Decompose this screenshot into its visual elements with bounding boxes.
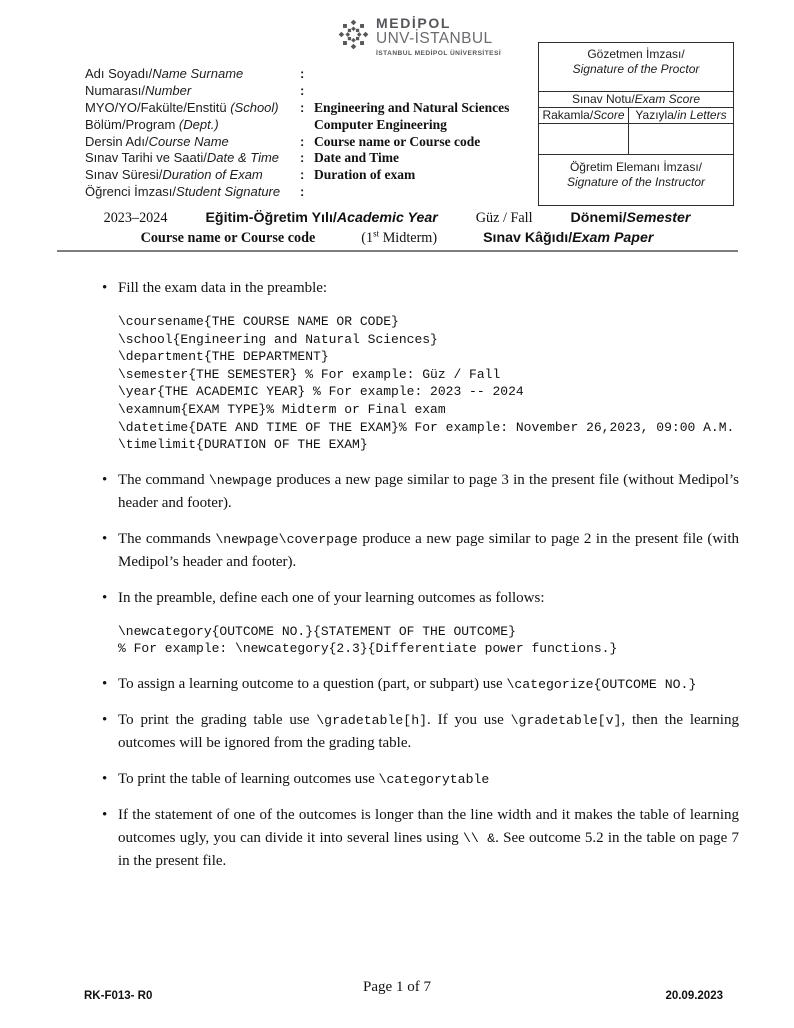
exam-score-label-tr: Sınav Notu/ [571, 92, 635, 106]
form-label-tr: Dersin Adı/ [85, 133, 149, 149]
form-row-colon: : [300, 184, 305, 200]
title-segment: Exam Paper [572, 230, 654, 246]
text-segment: If the statement of one of the outcomes is longer than the line width and it makes the table of learning outcomes ugly, you can divide it into several lines using [118, 806, 739, 846]
text-segment: In the preamble, define each one of your learning outcomes as follows: [118, 589, 545, 606]
form-row [85, 167, 535, 184]
form-row [85, 83, 535, 100]
score-numeric-label-en: Score [593, 108, 625, 122]
text-segment: . If you use [427, 711, 511, 728]
title-chunk [571, 208, 691, 228]
title-chunk [361, 228, 437, 248]
form-row-label [85, 100, 300, 117]
title-superscript: st [373, 228, 380, 239]
exam-score-label-en: Exam Score [634, 92, 701, 106]
text-segment: To print the table of learning outcomes use [118, 770, 379, 787]
title-segment: Academic Year [336, 210, 438, 226]
form-label-tr: MYO/YO/Fakülte/Enstitü [85, 99, 231, 115]
title-segment: (1 [361, 230, 374, 246]
form-row-label [85, 83, 300, 100]
score-columns-header [539, 108, 733, 124]
form-row-colon: : [300, 150, 305, 166]
medipol-logo [338, 16, 501, 58]
medipol-star-icon [338, 19, 369, 50]
instructions-content [118, 277, 739, 886]
title-segment: 2023–2024 [103, 210, 168, 226]
form-label-en: (School) [230, 99, 279, 115]
logo-title: MEDİPOL [376, 15, 451, 31]
text-segment: , then the learning outcomes will be ignored from the grading table. [118, 711, 739, 751]
score-numeric-header [539, 108, 629, 123]
score-numeric-cell [539, 124, 629, 154]
text-segment: To print the grading table use [118, 711, 317, 728]
form-label-tr: Adı Soyadı/ [85, 66, 153, 81]
form-label-en: Student Signature [176, 184, 281, 200]
proctor-signature-cell [539, 43, 733, 92]
score-numeric-label-tr: Rakamla/ [542, 108, 594, 122]
bullet-item [118, 768, 739, 791]
page-number: Page 1 of 7 [363, 979, 431, 995]
form-label-en: Name Surname [152, 66, 244, 81]
form-row-value: Course name or Course code [314, 133, 481, 149]
text-segment: produce a new page similar to page 2 in the present file (with Medipol’s header and footer). [118, 530, 739, 570]
bullet-item [118, 709, 739, 755]
bullet-item [118, 587, 739, 610]
text-segment: Fill the exam data in the preamble: [118, 280, 328, 296]
bullet-item [118, 804, 739, 873]
form-row-colon: : [300, 167, 305, 183]
form-row-label [85, 134, 300, 151]
score-signature-box [538, 42, 734, 206]
text-segment: . See outcome 5.2 in the table on page 7 in the present file. [118, 829, 739, 869]
form-row-label [85, 150, 300, 167]
form-row [85, 184, 535, 201]
text-segment: produces a new page similar to page 3 in the present file (without Medipol’s header and footer). [118, 471, 739, 511]
medipol-logo-text [376, 16, 501, 58]
form-code: RK-F013- R0 [84, 990, 153, 1002]
title-segment: Midterm) [379, 230, 438, 246]
student-info-form [85, 66, 535, 201]
text-segment: \categorize{OUTCOME NO.} [506, 676, 697, 692]
form-row-colon: : [300, 99, 305, 115]
title-segment: Semester [626, 210, 691, 226]
form-row-label [85, 167, 300, 184]
title-chunk [104, 208, 168, 228]
title-segment: Dönemi/ [570, 210, 627, 226]
form-label-tr: Bölüm/Program [85, 116, 179, 132]
title-segment: Sınav Kâğıdı/ [483, 230, 573, 246]
text-segment: \gradetable[h] [316, 712, 428, 728]
form-row-value: Date and Time [314, 150, 400, 166]
form-row [85, 134, 535, 151]
form-row-value: Computer Engineering [314, 116, 447, 132]
text-segment: The command [118, 471, 209, 488]
proctor-label-en: Signature of the Proctor [572, 61, 700, 76]
form-row [85, 66, 535, 83]
title-chunk [141, 228, 316, 248]
score-letters-header [629, 108, 733, 123]
bullet-item [118, 528, 739, 574]
form-label-tr: Numarası/ [85, 82, 145, 98]
text-segment: \categorytable [378, 771, 490, 787]
form-row-colon: : [300, 66, 305, 81]
form-row-label [85, 184, 300, 201]
instructor-label-tr: Öğretim Elemanı İmzası/ [569, 160, 703, 174]
form-row [85, 117, 535, 134]
exam-score-header [539, 92, 733, 108]
title-segment: Course name or Course code [140, 230, 316, 246]
title-segment: Eğitim-Öğretim Yılı/ [205, 210, 337, 226]
exam-paper-line [0, 228, 794, 248]
text-segment: To assign a learning outcome to a question (part, or subpart) use [118, 675, 507, 692]
form-label-tr: Sınav Tarihi ve Saati/ [85, 150, 207, 166]
proctor-label-tr: Gözetmen İmzası/ [587, 47, 685, 61]
bullet-item [118, 469, 739, 515]
form-row-label [85, 66, 300, 83]
form-row-colon: : [300, 133, 305, 149]
bullet-item [118, 277, 739, 300]
bullet-item [118, 673, 739, 696]
latex-code-block: \coursename{THE COURSE NAME OR CODE} \school{Engineering and Natural Sciences} \department{THE DEPARTMENT} \semester{THE SEMESTER} % For example: Güz / Fall \year{THE ACADEMIC YEAR} % For example: 2023 -- 2024 \examnum{EXAM TYPE}% Midterm or Final exam \datetime{DATE AND TIME OF THE EXAM}% For example: November 26,2023, 09:00 A.M. \timelimit{DURATION OF THE EXAM} [118, 314, 735, 453]
text-segment: The commands [118, 530, 216, 547]
title-chunk [476, 208, 533, 228]
form-label-en: Number [144, 82, 192, 98]
text-segment: \newpage [208, 472, 273, 488]
form-label-tr: Öğrenci İmzası/ [85, 184, 177, 200]
form-label-en: Duration of Exam [162, 167, 263, 183]
logo-caption: İSTANBUL MEDİPOL ÜNİVERSİTESİ [376, 50, 502, 57]
latex-code-block: \newcategory{OUTCOME NO.}{STATEMENT OF THE OUTCOME} % For example: \newcategory{2.3}{Differentiate power functions.} [118, 623, 618, 657]
form-row [85, 100, 535, 117]
text-segment: \gradetable[v] [510, 712, 622, 728]
instructor-label-en: Signature of the Instructor [566, 174, 706, 189]
form-label-en: Course Name [148, 133, 229, 149]
form-row-label [85, 117, 300, 134]
header-divider-rule [57, 250, 738, 252]
title-segment: Güz / Fall [475, 210, 533, 226]
instructor-signature-cell [539, 155, 733, 205]
form-row-colon: : [300, 82, 305, 98]
score-entry-row [539, 124, 733, 155]
text-segment: \\ & [463, 830, 496, 846]
form-label-en: (Dept.) [178, 116, 219, 132]
form-row [85, 150, 535, 167]
academic-year-line [0, 208, 794, 228]
score-letters-cell [629, 124, 733, 154]
form-label-en: Date & Time [206, 150, 280, 166]
score-letters-label-tr: Yazıyla/ [635, 108, 678, 122]
title-chunk [205, 208, 437, 228]
form-label-tr: Sınav Süresi/ [85, 167, 163, 183]
footer-date: 20.09.2023 [665, 990, 723, 1002]
exam-title-block [0, 208, 794, 248]
score-letters-label-en: in Letters [677, 108, 727, 122]
logo-subtitle: UNV-İSTANBUL [376, 30, 493, 47]
form-row-value: Engineering and Natural Sciences [314, 99, 510, 115]
title-chunk [483, 228, 653, 248]
text-segment: \newpage\coverpage [215, 531, 358, 547]
form-row-value: Duration of exam [314, 167, 416, 183]
